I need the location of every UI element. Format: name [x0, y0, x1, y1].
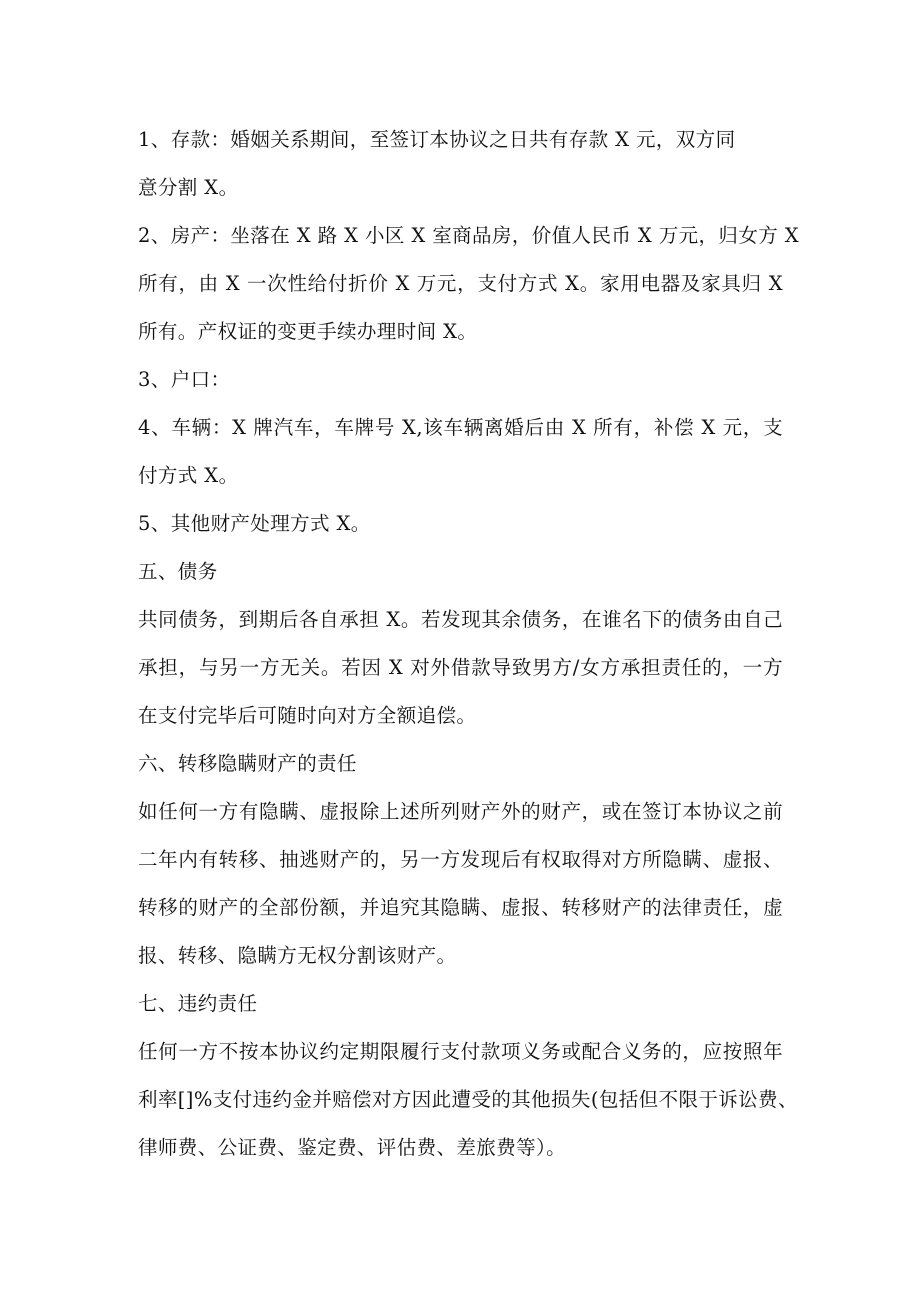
section-heading: 七、违约责任: [138, 992, 258, 1015]
text-line: 共同债务，到期后各自承担 X。若发现其余债务，在谁名下的债务由自己: [138, 608, 783, 631]
text-line: 转移的财产的全部份额，并追究其隐瞒、虚报、转移财产的法律责任，虚: [138, 896, 783, 919]
text-line: 4、车辆：X 牌汽车，车牌号 X,该车辆离婚后由 X 所有，补偿 X 元，支: [138, 416, 783, 439]
text-line: 2、房产：坐落在 X 路 X 小区 X 室商品房，价值人民币 X 万元，归女方 X: [138, 224, 800, 247]
text-line: 所有，由 X 一次性给付折价 X 万元，支付方式 X。家用电器及家具归 X: [138, 272, 783, 295]
text-line: 如任何一方有隐瞒、虚报除上述所列财产外的财产，或在签订本协议之前: [138, 800, 783, 823]
text-line: 付方式 X。: [138, 464, 239, 487]
text-line: 1、存款：婚姻关系期间，至签订本协议之日共有存款 X 元，双方同: [138, 128, 736, 151]
text-line: 意分割 X。: [138, 176, 239, 199]
text-line: 利率[]%支付违约金并赔偿对方因此遭受的其他损失(包括但不限于诉讼费、: [138, 1088, 798, 1111]
text-line: 二年内有转移、抽逃财产的，另一方发现后有权取得对方所隐瞒、虚报、: [138, 848, 783, 871]
text-line: 在支付完毕后可随时向对方全额追偿。: [138, 704, 477, 727]
text-line: 所有。产权证的变更手续办理时间 X。: [138, 320, 478, 343]
section-heading: 六、转移隐瞒财产的责任: [138, 752, 357, 775]
text-line: 律师费、公证费、鉴定费、评估费、差旅费等）。: [138, 1136, 567, 1159]
text-line: 3、户口：: [138, 368, 231, 391]
text-line: 报、转移、隐瞒方无权分割该财产。: [138, 944, 457, 967]
section-heading: 五、债务: [138, 560, 218, 583]
text-line: 任何一方不按本协议约定期限履行支付款项义务或配合义务的，应按照年: [138, 1040, 783, 1063]
text-line: 5、其他财产处理方式 X。: [138, 512, 371, 535]
text-line: 承担，与另一方无关。若因 X 对外借款导致男方/女方承担责任的，一方: [138, 656, 783, 679]
